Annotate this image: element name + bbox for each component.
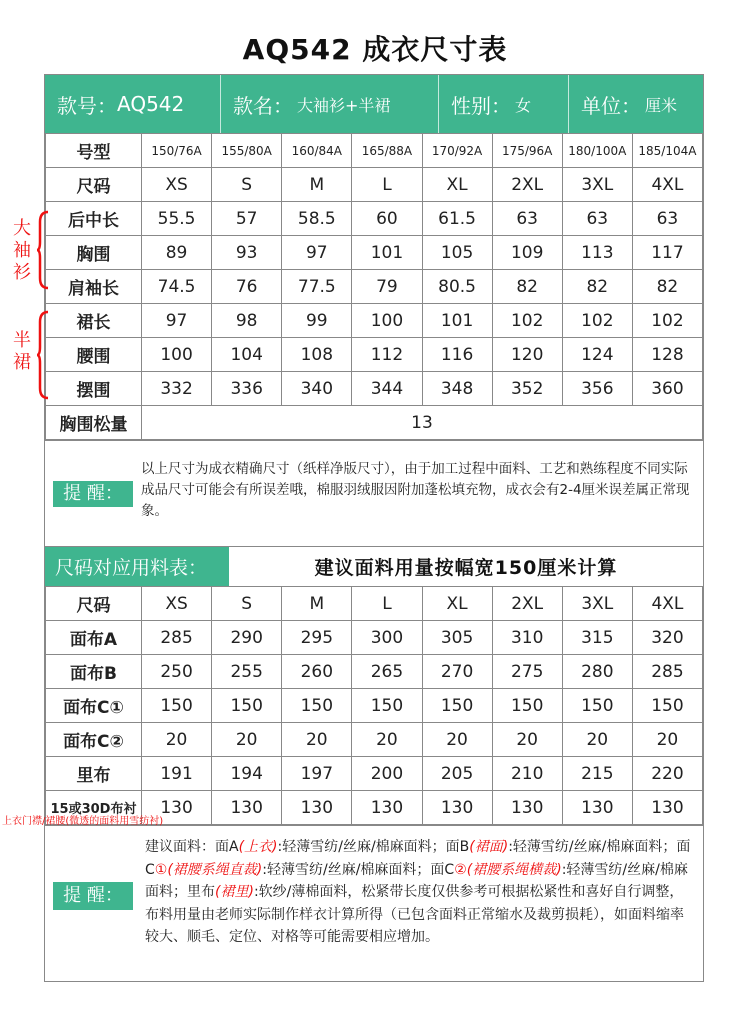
value-cell: 130 [212, 791, 282, 825]
table-row [46, 689, 703, 723]
value-cell: 74.5 [142, 270, 212, 304]
value-cell: 205 [422, 757, 492, 791]
spec-cell: 160/84A [282, 134, 352, 168]
value-cell: 120 [492, 338, 562, 372]
fabric-note-part-1: 建议面料：面A [145, 839, 239, 855]
value-cell: 105 [422, 236, 492, 270]
row-header: 肩袖长 [46, 270, 142, 304]
row-header: 号型 [46, 134, 142, 168]
style-name-label: 款名： [233, 93, 293, 118]
value-cell: 20 [632, 723, 702, 757]
value-cell: 108 [282, 338, 352, 372]
value-cell: 150 [212, 689, 282, 723]
value-cell: 320 [632, 621, 702, 655]
value-cell: 116 [422, 338, 492, 372]
value-cell: 290 [212, 621, 282, 655]
fabric-note-highlight-1: (上衣) [238, 839, 278, 855]
size-cell: 4XL [632, 587, 702, 621]
row-header: 面布B [46, 655, 142, 689]
row-header: 胸围 [46, 236, 142, 270]
value-cell: 336 [212, 372, 282, 406]
table-row [46, 304, 703, 338]
value-cell: 295 [282, 621, 352, 655]
spec-cell: 170/92A [422, 134, 492, 168]
table-row [46, 621, 703, 655]
value-cell: 113 [562, 236, 632, 270]
value-cell: 97 [282, 236, 352, 270]
size-cell: XS [142, 587, 212, 621]
fabric-table [45, 586, 703, 825]
value-cell: 82 [492, 270, 562, 304]
spec-cell: 185/104A [632, 134, 702, 168]
table-row [46, 202, 703, 236]
value-cell: 100 [352, 304, 422, 338]
value-cell: 150 [422, 689, 492, 723]
unit-label: 单位： [581, 93, 641, 118]
value-cell: 310 [492, 621, 562, 655]
value-cell: 210 [492, 757, 562, 791]
row-header: 后中长 [46, 202, 142, 236]
side-label-bottom: 半裙 [13, 330, 31, 373]
table-row [46, 372, 703, 406]
unit-value: 厘米 [645, 95, 678, 115]
value-cell: 109 [492, 236, 562, 270]
fabric-size-row [46, 587, 703, 621]
size-cell: L [352, 168, 422, 202]
value-cell: 220 [632, 757, 702, 791]
value-cell: 285 [142, 621, 212, 655]
value-cell: 101 [422, 304, 492, 338]
value-cell: 285 [632, 655, 702, 689]
value-cell: 305 [422, 621, 492, 655]
gender-label: 性别： [451, 93, 511, 118]
row-header: 尺码 [46, 587, 142, 621]
interlining-note: 上衣门襟/裙腰(微透的面料用雪纺衬) [2, 816, 164, 827]
value-cell: 265 [352, 655, 422, 689]
value-cell: 77.5 [282, 270, 352, 304]
fabric-note-part-5: :轻薄雪纺/丝麻/棉麻面料；里布 [145, 861, 688, 900]
value-cell: 101 [352, 236, 422, 270]
size-cell: XL [422, 587, 492, 621]
size-cell: L [352, 587, 422, 621]
row-header: 里布 [46, 757, 142, 791]
value-cell: 130 [492, 791, 562, 825]
fabric-note-part-6: :软纱/薄棉面料，松紧带长度仅供参考可根据松紧性和喜好自行调整，布料用量由老师实际制作样衣计算所得（已包含面料正常缩水及裁剪损耗），如面料缩率较大、顺毛、定位、对格等可能需要相应增加。 [145, 884, 684, 945]
gender-cell [439, 75, 569, 133]
value-cell: 20 [562, 723, 632, 757]
table-row [46, 270, 703, 304]
value-cell: 128 [632, 338, 702, 372]
table-row [46, 655, 703, 689]
value-cell: 97 [142, 304, 212, 338]
value-cell: 98 [212, 304, 282, 338]
value-cell: 102 [562, 304, 632, 338]
table-row [46, 723, 703, 757]
value-cell: 356 [562, 372, 632, 406]
value-cell: 300 [352, 621, 422, 655]
value-cell: 250 [142, 655, 212, 689]
value-cell: 58.5 [282, 202, 352, 236]
value-cell: 260 [282, 655, 352, 689]
spec-cell: 180/100A [562, 134, 632, 168]
value-cell: 130 [632, 791, 702, 825]
value-cell: 89 [142, 236, 212, 270]
value-cell: 275 [492, 655, 562, 689]
ease-value: 13 [142, 406, 703, 440]
row-header: 面布C① [46, 689, 142, 723]
size-cell: 2XL [492, 168, 562, 202]
size-table [45, 133, 703, 440]
table-row [46, 757, 703, 791]
row-header: 裙长 [46, 304, 142, 338]
value-cell: 100 [142, 338, 212, 372]
reminder-tag: 提 醒： [53, 481, 133, 507]
size-row [46, 168, 703, 202]
fabric-note-part-3: :轻薄雪纺/丝麻/棉麻面料；面C [145, 839, 691, 878]
value-cell: 332 [142, 372, 212, 406]
row-header: 胸围松量 [46, 406, 142, 440]
value-cell: 130 [422, 791, 492, 825]
size-sheet [44, 74, 704, 982]
value-cell: 130 [352, 791, 422, 825]
fabric-reminder-tag: 提 醒： [53, 882, 133, 910]
value-cell: 150 [632, 689, 702, 723]
value-cell: 255 [212, 655, 282, 689]
size-cell: 2XL [492, 587, 562, 621]
brace-top-icon [36, 210, 50, 290]
fabric-section-subtitle: 建议面料用量按幅宽150厘米计算 [314, 557, 618, 579]
value-cell: 79 [352, 270, 422, 304]
fabric-section-title: 尺码对应用料表： [45, 547, 229, 586]
value-cell: 344 [352, 372, 422, 406]
fabric-note-highlight-3: ①(裙腰系绳直裁) [154, 861, 263, 878]
value-cell: 93 [212, 236, 282, 270]
value-cell: 102 [492, 304, 562, 338]
size-cell: S [212, 168, 282, 202]
value-cell: 80.5 [422, 270, 492, 304]
size-cell: XS [142, 168, 212, 202]
value-cell: 20 [282, 723, 352, 757]
size-cell: 4XL [632, 168, 702, 202]
value-cell: 20 [422, 723, 492, 757]
value-cell: 117 [632, 236, 702, 270]
value-cell: 200 [352, 757, 422, 791]
size-cell: M [282, 168, 352, 202]
value-cell: 315 [562, 621, 632, 655]
fabric-note-part-4: :轻薄雪纺/丝麻/棉麻面料；面C [262, 861, 455, 878]
page-title: AQ542 成衣尺寸表 [242, 33, 508, 66]
value-cell: 270 [422, 655, 492, 689]
spec-cell: 175/96A [492, 134, 562, 168]
value-cell: 150 [562, 689, 632, 723]
side-label-top: 大袖衫 [13, 218, 31, 283]
brace-bottom-icon [36, 310, 50, 400]
value-cell: 130 [562, 791, 632, 825]
fabric-note-part-2: :轻薄雪纺/丝麻/棉麻面料；面B [277, 839, 470, 855]
value-cell: 20 [142, 723, 212, 757]
fabric-section-header [45, 546, 703, 586]
ease-row [46, 406, 703, 440]
value-cell: 63 [492, 202, 562, 236]
value-cell: 82 [632, 270, 702, 304]
style-no-cell [45, 75, 221, 133]
value-cell: 352 [492, 372, 562, 406]
row-header: 面布C② [46, 723, 142, 757]
table-row [46, 338, 703, 372]
row-header: 尺码 [46, 168, 142, 202]
row-header: 15或30D布衬 [46, 791, 142, 825]
gender-value: 女 [515, 95, 532, 115]
size-cell: 3XL [562, 587, 632, 621]
value-cell: 104 [212, 338, 282, 372]
row-header: 摆围 [46, 372, 142, 406]
unit-cell [569, 75, 703, 133]
value-cell: 60 [352, 202, 422, 236]
value-cell: 20 [492, 723, 562, 757]
fabric-reminder-text [145, 836, 693, 949]
size-cell: M [282, 587, 352, 621]
value-cell: 130 [282, 791, 352, 825]
value-cell: 348 [422, 372, 492, 406]
value-cell: 130 [142, 791, 212, 825]
table-row [46, 236, 703, 270]
value-cell: 61.5 [422, 202, 492, 236]
fabric-note-highlight-2: (裙面) [469, 839, 509, 855]
size-cell: 3XL [562, 168, 632, 202]
value-cell: 340 [282, 372, 352, 406]
row-header: 腰围 [46, 338, 142, 372]
value-cell: 194 [212, 757, 282, 791]
value-cell: 55.5 [142, 202, 212, 236]
value-cell: 150 [282, 689, 352, 723]
value-cell: 360 [632, 372, 702, 406]
value-cell: 112 [352, 338, 422, 372]
value-cell: 20 [352, 723, 422, 757]
spec-cell: 165/88A [352, 134, 422, 168]
value-cell: 82 [562, 270, 632, 304]
style-no-value: AQ542 [117, 92, 185, 116]
value-cell: 150 [142, 689, 212, 723]
value-cell: 191 [142, 757, 212, 791]
value-cell: 63 [632, 202, 702, 236]
value-cell: 57 [212, 202, 282, 236]
size-cell: S [212, 587, 282, 621]
row-header: 面布A [46, 621, 142, 655]
value-cell: 102 [632, 304, 702, 338]
value-cell: 197 [282, 757, 352, 791]
style-name-cell [221, 75, 439, 133]
value-cell: 150 [492, 689, 562, 723]
fabric-reminder-box [45, 825, 703, 981]
value-cell: 76 [212, 270, 282, 304]
value-cell: 215 [562, 757, 632, 791]
spec-cell: 155/80A [212, 134, 282, 168]
value-cell: 280 [562, 655, 632, 689]
reminder-text: 以上尺寸为成衣精确尺寸（纸样净版尺寸），由于加工过程中面料、工艺和熟练程度不同实际成品尺寸可能会有所误差哦，棉服羽绒服因附加蓬松填充物，成衣会有2-4厘米误差属正常现象。 [141, 461, 690, 519]
value-cell: 63 [562, 202, 632, 236]
fabric-note-highlight-5: (裙里) [215, 884, 254, 900]
spec-row [46, 134, 703, 168]
value-cell: 124 [562, 338, 632, 372]
size-cell: XL [422, 168, 492, 202]
value-cell: 20 [212, 723, 282, 757]
style-name-value: 大袖衫+半裙 [297, 95, 391, 115]
fabric-note-highlight-4: ②(裙腰系绳横裁) [454, 861, 562, 878]
spec-cell: 150/76A [142, 134, 212, 168]
style-no-label: 款号： [57, 93, 117, 118]
header-bar [45, 75, 703, 133]
value-cell: 99 [282, 304, 352, 338]
reminder-box [45, 440, 703, 546]
value-cell: 150 [352, 689, 422, 723]
